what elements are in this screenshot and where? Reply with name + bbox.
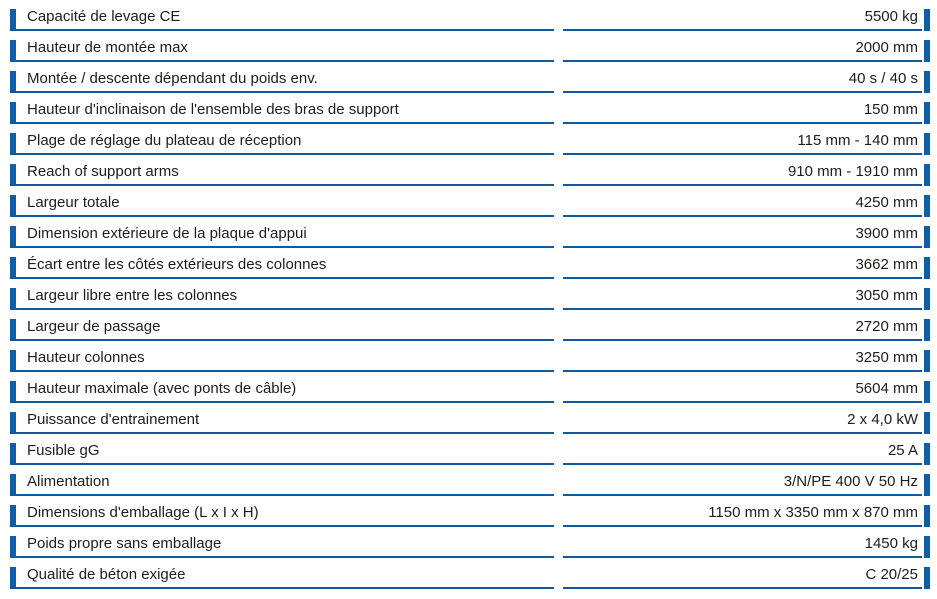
column-gap [554,155,563,186]
spec-row [10,403,930,434]
spec-value: 3/N/PE 400 V 50 Hz [783,473,918,490]
spec-row [10,279,930,310]
spec-label: Alimentation [27,473,110,490]
row-accent-bar-right-icon [924,164,930,186]
spec-value-cell [563,372,922,403]
row-accent-bar-right-icon [924,412,930,434]
spec-row [10,496,930,527]
row-accent-bar-left-icon [10,505,16,525]
spec-value: 3050 mm [855,287,918,304]
spec-row [10,155,930,186]
spec-value: 2000 mm [855,39,918,56]
spec-label: Poids propre sans emballage [27,535,222,552]
row-accent-bar-right-icon [924,102,930,124]
spec-label-cell [10,248,554,279]
spec-label-cell [10,496,554,527]
spec-value-cell [563,341,922,372]
row-accent-bar-right-icon [924,505,930,527]
column-gap [554,310,563,341]
row-accent-bar-left-icon [10,381,16,401]
spec-row [10,93,930,124]
row-accent-bar-right-icon [924,350,930,372]
column-gap [554,372,563,403]
row-accent-bar-left-icon [10,412,16,432]
spec-row [10,124,930,155]
spec-value-cell [563,217,922,248]
column-gap [554,341,563,372]
row-accent-bar-right-icon [924,9,930,31]
spec-label: Largeur libre entre les colonnes [27,287,238,304]
spec-value: 3662 mm [855,256,918,273]
spec-label: Plage de réglage du plateau de réception [27,132,302,149]
row-accent-bar-right-icon [924,443,930,465]
row-accent-bar-right-icon [924,536,930,558]
row-accent-bar-left-icon [10,567,16,587]
spec-row [10,341,930,372]
column-gap [554,186,563,217]
row-accent-bar-left-icon [10,164,16,184]
row-accent-bar-right-icon [924,195,930,217]
row-accent-bar-right-icon [924,319,930,341]
row-accent-bar-left-icon [10,9,16,29]
spec-value: 2 x 4,0 kW [847,411,918,428]
spec-row [10,527,930,558]
spec-label: Écart entre les côtés extérieurs des colonnes [27,256,327,273]
column-gap [554,217,563,248]
spec-value-cell [563,155,922,186]
spec-label-cell [10,310,554,341]
column-gap [554,31,563,62]
column-gap [554,496,563,527]
row-accent-bar-right-icon [924,288,930,310]
spec-label-cell [10,558,554,589]
column-gap [554,558,563,589]
row-accent-bar-left-icon [10,288,16,308]
spec-value-cell [563,62,922,93]
row-accent-bar-left-icon [10,133,16,153]
spec-value: 3250 mm [855,349,918,366]
spec-label-cell [10,0,554,31]
spec-value: 5500 kg [864,8,918,25]
row-accent-bar-left-icon [10,226,16,246]
column-gap [554,248,563,279]
row-accent-bar-left-icon [10,71,16,91]
spec-value: 115 mm - 140 mm [797,132,918,149]
row-accent-bar-right-icon [924,257,930,279]
spec-label: Capacité de levage CE [27,8,181,25]
spec-row [10,372,930,403]
spec-value: 40 s / 40 s [848,70,918,87]
spec-row [10,217,930,248]
spec-label: Fusible gG [27,442,100,459]
spec-row [10,248,930,279]
spec-value: 25 A [887,442,918,459]
spec-label: Hauteur maximale (avec ponts de câble) [27,380,297,397]
spec-value-cell [563,0,922,31]
spec-value-cell [563,248,922,279]
spec-label-cell [10,372,554,403]
spec-value-cell [563,496,922,527]
row-accent-bar-left-icon [10,257,16,277]
row-accent-bar-left-icon [10,102,16,122]
spec-value-cell [563,558,922,589]
row-accent-bar-left-icon [10,350,16,370]
spec-label-cell [10,93,554,124]
spec-row [10,558,930,589]
spec-label-cell [10,155,554,186]
spec-value-cell [563,465,922,496]
row-accent-bar-right-icon [924,474,930,496]
spec-value-cell [563,279,922,310]
spec-value-cell [563,124,922,155]
column-gap [554,527,563,558]
column-gap [554,434,563,465]
spec-label: Qualité de béton exigée [27,566,186,583]
spec-value: C 20/25 [865,566,918,583]
spec-label-cell [10,217,554,248]
column-gap [554,403,563,434]
row-accent-bar-left-icon [10,443,16,463]
column-gap [554,465,563,496]
spec-label: Hauteur colonnes [27,349,145,366]
spec-value-cell [563,434,922,465]
spec-value-cell [563,186,922,217]
spec-label-cell [10,279,554,310]
spec-label: Reach of support arms [27,163,179,180]
spec-row [10,62,930,93]
spec-value-cell [563,93,922,124]
row-accent-bar-right-icon [924,226,930,248]
spec-label: Montée / descente dépendant du poids env. [27,70,318,87]
spec-row [10,31,930,62]
spec-label-cell [10,31,554,62]
spec-label: Puissance d'entrainement [27,411,200,428]
row-accent-bar-right-icon [924,381,930,403]
spec-value: 5604 mm [855,380,918,397]
row-accent-bar-right-icon [924,71,930,93]
spec-label-cell [10,434,554,465]
spec-value: 2720 mm [855,318,918,335]
spec-label: Dimension extérieure de la plaque d'appui [27,225,307,242]
spec-label: Hauteur de montée max [27,39,188,56]
spec-label: Largeur de passage [27,318,161,335]
spec-row [10,465,930,496]
spec-value-cell [563,31,922,62]
spec-label: Dimensions d'emballage (L x I x H) [27,504,259,521]
spec-label-cell [10,341,554,372]
row-accent-bar-left-icon [10,319,16,339]
spec-value-cell [563,403,922,434]
spec-value-cell [563,527,922,558]
spec-row [10,0,930,31]
spec-value: 150 mm [863,101,918,118]
column-gap [554,0,563,31]
spec-label-cell [10,186,554,217]
spec-label-cell [10,403,554,434]
spec-row [10,186,930,217]
row-accent-bar-left-icon [10,195,16,215]
spec-value: 1450 kg [864,535,918,552]
column-gap [554,124,563,155]
row-accent-bar-right-icon [924,40,930,62]
column-gap [554,279,563,310]
column-gap [554,93,563,124]
spec-label: Hauteur d'inclinaison de l'ensemble des bras de support [27,101,399,118]
spec-row [10,310,930,341]
spec-value-cell [563,310,922,341]
spec-label-cell [10,124,554,155]
spec-label: Largeur totale [27,194,120,211]
row-accent-bar-right-icon [924,133,930,155]
column-gap [554,62,563,93]
row-accent-bar-left-icon [10,40,16,60]
spec-label-cell [10,465,554,496]
row-accent-bar-right-icon [924,567,930,589]
spec-value: 4250 mm [855,194,918,211]
spec-label-cell [10,527,554,558]
spec-value: 1150 mm x 3350 mm x 870 mm [708,504,918,521]
spec-value: 3900 mm [855,225,918,242]
row-accent-bar-left-icon [10,536,16,556]
row-accent-bar-left-icon [10,474,16,494]
spec-row [10,434,930,465]
spec-value: 910 mm - 1910 mm [787,163,918,180]
spec-label-cell [10,62,554,93]
